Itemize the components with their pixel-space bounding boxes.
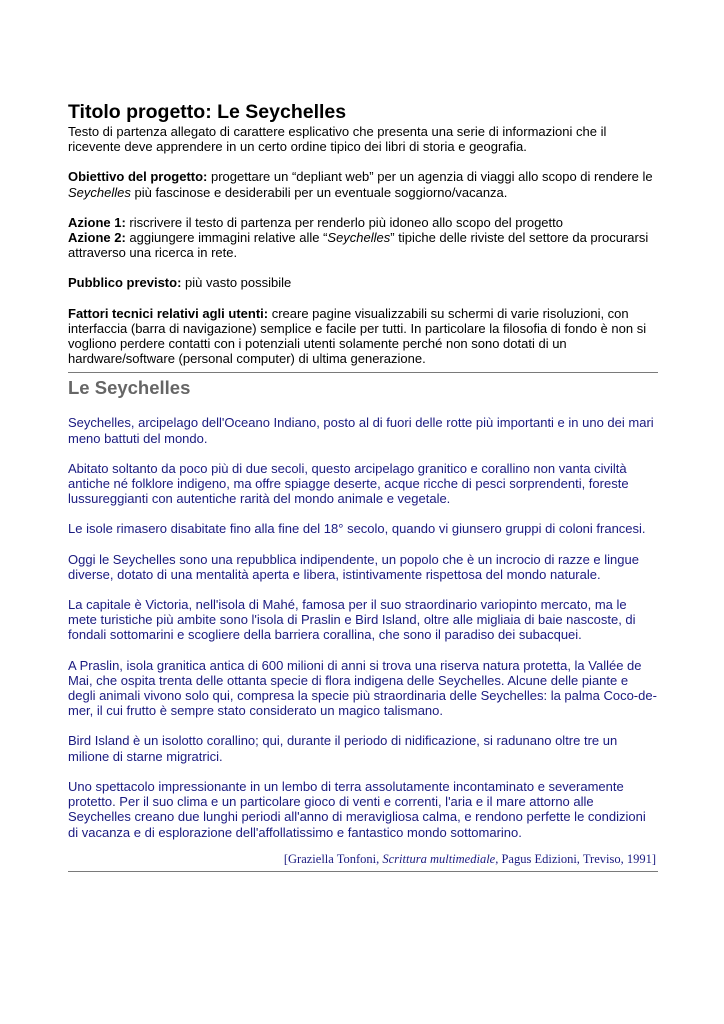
body-paragraph: Bird Island è un isolotto corallino; qui, durante il periodo di nidificazione, si radunano oltre tre un milione di starne migratrici. (68, 733, 618, 764)
action2-paragraph (68, 230, 658, 260)
page-title: Titolo progetto: Le Seychelles (68, 101, 347, 123)
action1-paragraph (68, 215, 658, 230)
intro-paragraph: Testo di partenza allegato di carattere esplicativo che presenta una serie di informazioni che il ricevente deve apprendere in un certo ordine tipico dei libri di storia e geografia. (68, 124, 607, 155)
objective-label: Obiettivo del progetto: (68, 169, 208, 185)
action2-text-a: aggiungere immagini relative alle “ (125, 230, 328, 246)
audience-paragraph (68, 275, 658, 290)
document-content (68, 101, 658, 872)
objective-paragraph (68, 169, 658, 199)
citation-prefix: [Graziella Tonfoni, (283, 851, 383, 866)
body-paragraph: Abitato soltanto da poco più di due secoli, questo arcipelago granitico e corallino non vanta civiltà antiche né folklore indigeno, ma offre spiagge deserte, acque ricche di pesci sorprendenti, foreste lussureggianti con autentiche rarità del mondo animale e vegetale. (68, 460, 629, 507)
body-paragraph: Seychelles, arcipelago dell'Oceano Indiano, posto al di fuori delle rotte più importanti e in uno dei mari meno battuti del mondo. (68, 415, 654, 446)
audience-text: più vasto possibile (181, 275, 292, 291)
objective-text-b: più fascinose e desiderabili per un eventuale soggiorno/vacanza. (130, 184, 508, 200)
action2-label: Azione 2: (68, 230, 126, 246)
objective-text-a: progettare un “depliant web” per un agenzia di viaggi allo scopo di rendere le (207, 169, 653, 185)
tech-text: creare pagine visualizzabili su schermi di varie risoluzioni, con interfaccia (barra di navigazione) semplice e facile per tutti. In particolare la filosofia di fondo è non si vogliono perdere contatti con i potenziali utenti solamente perché non sono dotati di un hardware/software (personal computer) di ultima generazione. (68, 305, 647, 367)
section-divider (68, 372, 658, 373)
objective-text-em: Seychelles (68, 184, 131, 200)
action2-text-em: Seychelles (327, 230, 391, 246)
action1-label: Azione 1: (68, 214, 126, 230)
citation-title: Scrittura multimediale (382, 851, 496, 866)
tech-label: Fattori tecnici relativi agli utenti: (68, 305, 269, 321)
section-body (68, 415, 658, 839)
body-paragraph: A Praslin, isola granitica antica di 600 milioni di anni si trova una riserva natura protetta, la Vallée de Mai, che ospita trenta delle ottanta specie di flora indigena delle Seychelles. Alcune delle piante e degli animali vivono solo qui, compresa la specie più straordinaria delle Seychelles: la palma Coco-de-mer, il cui frutto è sempre stato considerato un magico talismano. (68, 657, 657, 719)
section-title: Le Seychelles (68, 377, 191, 399)
action1-text: riscrivere il testo di partenza per renderlo più idoneo allo scopo del progetto (125, 214, 563, 230)
body-paragraph: Le isole rimasero disabitate fino alla fine del 18° secolo, quando vi giunsero gruppi di coloni francesi. (68, 521, 646, 537)
citation (68, 852, 658, 867)
audience-label: Pubblico previsto: (68, 275, 182, 291)
action2-text-b: ” tipiche delle riviste del settore da procurarsi attraverso una ricerca in rete. (68, 230, 649, 261)
body-paragraph: Uno spettacolo impressionante in un lembo di terra assolutamente incontaminato e severamente protetto. Per il suo clima e un particolare gioco di venti e correnti, l'aria e il mare attorno alle Seychelles creano due lunghi periodi all'anno di meravigliosa calma, e rendono perfette le condizioni di vacanza e di esplorazione dell'affollatissimo e fantastico mondo sottomarino. (68, 778, 646, 840)
tech-paragraph (68, 306, 658, 367)
citation-suffix: , Pagus Edizioni, Treviso, 1991] (495, 851, 656, 866)
footer-divider (68, 871, 658, 872)
body-paragraph: Oggi le Seychelles sono una repubblica indipendente, un popolo che è un incrocio di razze e lingue diverse, dotato di una mentalità aperta e libera, istintivamente rispettosa del mondo naturale. (68, 551, 639, 582)
body-paragraph: La capitale è Victoria, nell'isola di Mahé, famosa per il suo straordinario variopinto mercato, ma le mete turistiche più ambite sono l'isola di Praslin e Bird Island, oltre alle migliaia di baie nascoste, di fondali sottomarini e scogliere della barriera corallina, che sono il paradiso dei subacquei. (68, 597, 636, 643)
